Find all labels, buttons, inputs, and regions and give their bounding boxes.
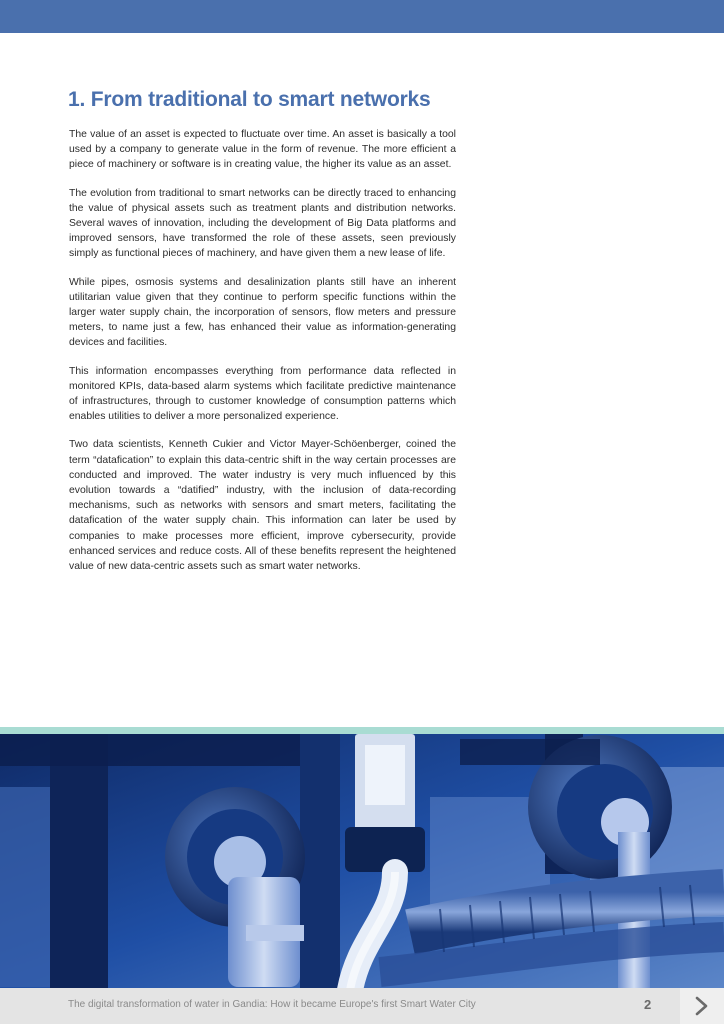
page-footer <box>0 988 724 1024</box>
paragraph: The evolution from traditional to smart networks can be directly traced to enhancing the value of physical assets such as treatment plants and distribution networks. Several waves of innovation, including the development of Big Data platforms and improved sensors, have transformed the role of these assets, seen previously simply as functional pieces of machinery, and have given them a new lease of life. <box>69 187 456 260</box>
body-text <box>69 127 456 587</box>
left-elbow-joint <box>246 925 304 941</box>
teal-divider <box>0 727 724 734</box>
section-title: 1. From traditional to smart networks <box>68 88 431 111</box>
chevron-right-icon <box>693 996 711 1016</box>
footer-caption: The digital transformation of water in Gandia: How it became Europe's first Smart Water City <box>68 999 476 1010</box>
paragraph: While pipes, osmosis systems and desalinization plants still have an inherent utilitarian value given that they continue to perform specific functions within the larger water supply chain, the incorporation of sensors, flow meters and pressure meters, to name just a few, has enhanced their value as information-generating devices and facilities. <box>69 276 456 349</box>
vertical-pipe <box>300 734 340 990</box>
paragraph: Two data scientists, Kenneth Cukier and Victor Mayer-Schöenberger, coined the term “datafication” to explain this data-centric shift in the way certain processes are conducted and improved. The water industry is very much influenced by this evolution towards a “datified” industry, with the inclusion of data-recording mechanisms, such as networks with sensors and smart meters, facilitating the datafication of the water supply chain. This information can later be used by companies to make processes more efficient, improve cybersecurity, provide enhanced services and reduce costs. All of these benefits represent the heightened value of new data-centric assets such as smart water networks. <box>69 439 456 573</box>
next-page-button[interactable] <box>680 988 724 1024</box>
page-number: 2 <box>644 997 652 1012</box>
vertical-pipe <box>50 734 108 990</box>
top-header-bar <box>0 0 724 33</box>
top-pipe <box>0 734 300 766</box>
paragraph: This information encompasses everything from performance data reflected in monitored KPIs, data-based alarm systems which facilitate predictive maintenance of infrastructures, through to customer knowledge of consumption patterns which enables utilities to deliver a more personalized experience. <box>69 365 456 423</box>
top-pipe-right <box>460 739 600 765</box>
flow-meter-screen <box>365 745 405 805</box>
paragraph: The value of an asset is expected to fluctuate over time. An asset is basically a tool used by a company to generate value in the form of revenue. The more efficient a piece of machinery or software is in creating value, the higher its value as an asset. <box>69 129 456 171</box>
water-pipes-photo <box>0 727 724 990</box>
